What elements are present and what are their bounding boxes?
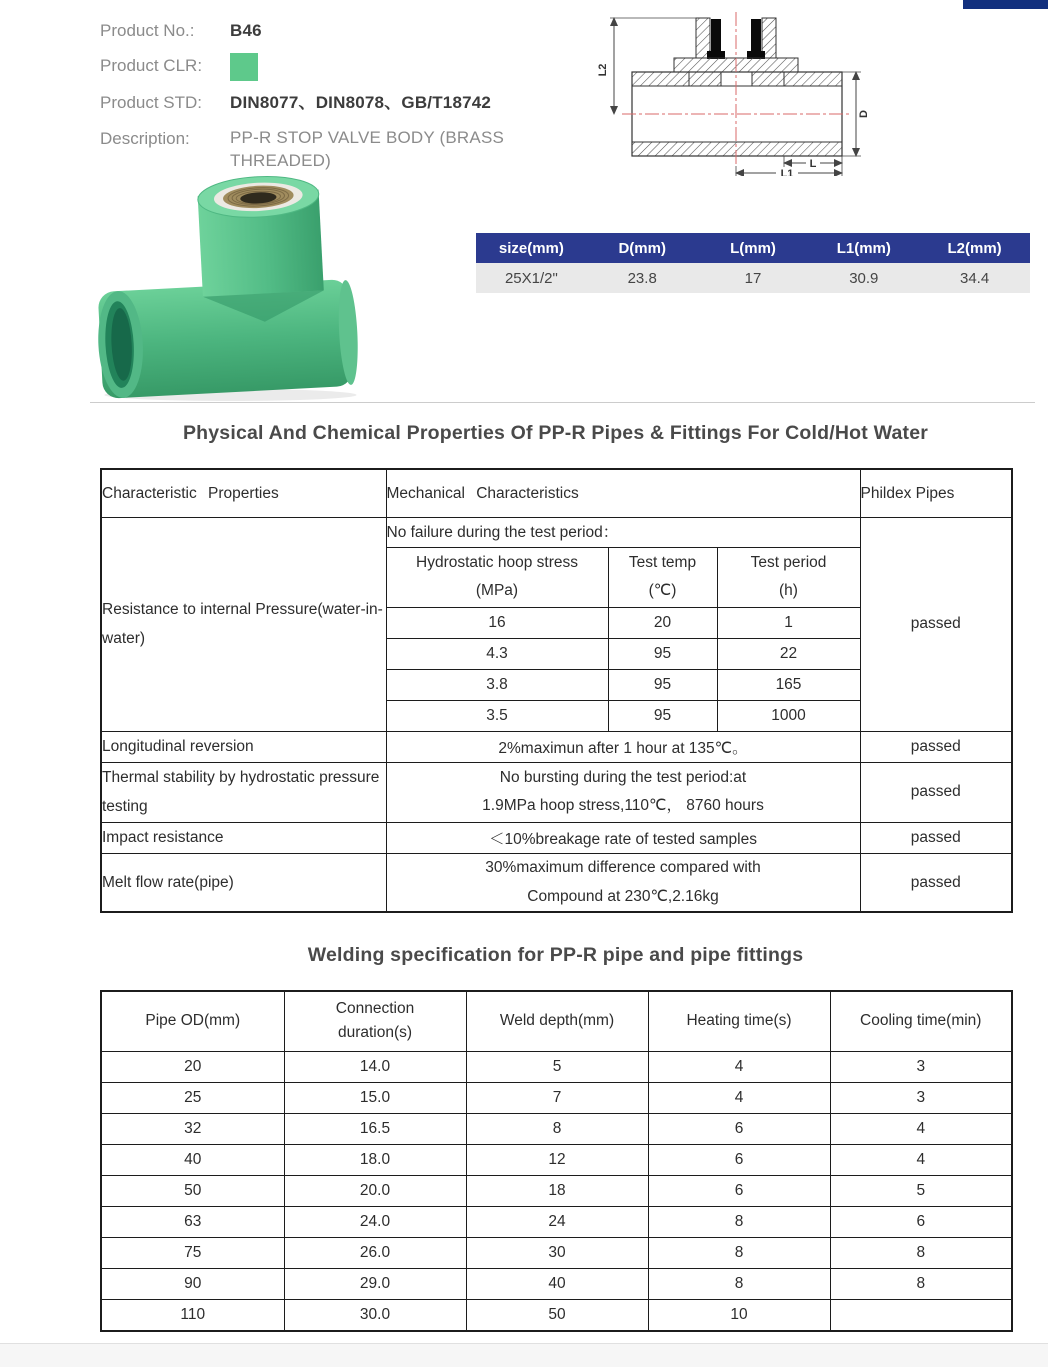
properties-section-title: Physical And Chemical Properties Of PP-R Pipes & Fittings For Cold/Hot Water (182, 422, 929, 444)
properties-table (100, 468, 1013, 913)
size-header-cell: L1(mm) (808, 233, 919, 263)
property-row (101, 853, 1012, 912)
welding-cell: 12 (466, 1144, 648, 1175)
size-value-cell: 34.4 (919, 263, 1030, 293)
property-text-cell (386, 853, 860, 912)
data-cell: 95 (608, 700, 717, 731)
welding-cell: 7 (466, 1082, 648, 1113)
welding-row (101, 1051, 1012, 1082)
property-result-cell: passed (860, 853, 1012, 912)
welding-cell: 10 (648, 1299, 830, 1331)
subheader-hoop-stress (386, 547, 608, 607)
size-value-cell: 25X1/2" (476, 263, 587, 293)
property-label-cell: Longitudinal reversion (101, 731, 386, 762)
welding-row (101, 1206, 1012, 1237)
welding-header-cell (101, 991, 284, 1051)
data-cell: 1 (717, 607, 860, 638)
welding-cell: 4 (830, 1113, 1012, 1144)
subheader-name: Hydrostatic hoop stress (416, 553, 578, 571)
welding-header-text: Connection duration(s) (335, 1000, 415, 1042)
product-no-value: B46 (230, 21, 262, 40)
data-cell: 16 (386, 607, 608, 638)
welding-cell: 50 (466, 1299, 648, 1331)
welding-row (101, 1268, 1012, 1299)
property-result-cell: passed (860, 731, 1012, 762)
welding-cell: 8 (466, 1113, 648, 1144)
resistance-result-cell: passed (860, 517, 1012, 731)
welding-header-cell (830, 991, 1012, 1051)
welding-cell: 18.0 (284, 1144, 466, 1175)
dim-label-l: L (809, 158, 817, 170)
welding-table (100, 990, 1013, 1332)
data-cell: 4.3 (386, 638, 608, 669)
welding-cell: 3 (830, 1051, 1012, 1082)
welding-cell: 110 (101, 1299, 284, 1331)
welding-cell: 30 (466, 1237, 648, 1268)
data-cell: 95 (608, 669, 717, 700)
subheader-name: Test period (750, 553, 827, 571)
product-desc-value: PP-R STOP VALVE BODY (BRASS THREADED) (230, 127, 505, 171)
size-value-cell: 17 (698, 263, 809, 293)
welding-header-cell (466, 991, 648, 1051)
subheader-unit: (℃) (648, 582, 677, 600)
data-cell: 20 (608, 607, 717, 638)
welding-cell: 29.0 (284, 1268, 466, 1299)
welding-cell: 90 (101, 1268, 284, 1299)
welding-cell: 63 (101, 1206, 284, 1237)
welding-cell: 5 (830, 1175, 1012, 1206)
subheader-test-period (717, 547, 860, 607)
welding-header-cell (648, 991, 830, 1051)
property-text-line: No bursting during the test period:at (499, 768, 747, 786)
welding-header-text: Heating time(s) (686, 1012, 792, 1030)
dim-label-l1: L1 (780, 168, 794, 176)
welding-row (101, 1113, 1012, 1144)
corner-accent-bar (963, 0, 1048, 9)
size-value-cell: 23.8 (587, 263, 698, 293)
welding-cell: 8 (648, 1268, 830, 1299)
size-header-cell: L2(mm) (919, 233, 1030, 263)
welding-header-text: Cooling time(min) (860, 1012, 982, 1030)
property-text-line: 1.9MPa hoop stress,110℃， 8760 hours (482, 797, 764, 815)
property-text-line: 30%maximum difference compared with (485, 858, 761, 876)
welding-cell: 24.0 (284, 1206, 466, 1237)
welding-cell: 16.5 (284, 1113, 466, 1144)
welding-cell: 30.0 (284, 1299, 466, 1331)
property-result-cell: passed (860, 762, 1012, 822)
footer-band (0, 1343, 1048, 1367)
welding-cell: 20 (101, 1051, 284, 1082)
welding-cell: 14.0 (284, 1051, 466, 1082)
product-photo (94, 168, 382, 402)
welding-cell: 25 (101, 1082, 284, 1113)
property-row (101, 822, 1012, 853)
product-std-label: Product STD: (100, 93, 203, 113)
welding-cell: 8 (648, 1237, 830, 1268)
subheader-unit: (h) (779, 582, 798, 600)
product-desc-row (100, 126, 580, 174)
property-text-line: Compound at 230℃,2.16kg (527, 887, 719, 905)
welding-cell: 20.0 (284, 1175, 466, 1206)
resistance-label-cell: Resistance to internal Pressure(water-in-water) (101, 517, 386, 731)
welding-header-text: Pipe OD(mm) (145, 1012, 241, 1030)
product-std-value: DIN8077、DIN8078、GB/T18742 (230, 93, 492, 113)
col-header-phildex: Phildex Pipes (860, 469, 1012, 517)
property-row (101, 731, 1012, 762)
welding-cell: 40 (466, 1268, 648, 1299)
thread-insert-right (751, 19, 761, 53)
welding-cell: 5 (466, 1051, 648, 1082)
welding-cell: 4 (648, 1082, 830, 1113)
welding-cell: 6 (830, 1206, 1012, 1237)
color-swatch (230, 53, 258, 81)
product-info-block (100, 18, 580, 182)
welding-cell: 24 (466, 1206, 648, 1237)
welding-header-row (101, 991, 1012, 1051)
product-no-label: Product No.: (100, 21, 195, 40)
subheader-name: Test temp (628, 553, 697, 571)
col-header-characteristic: Characteristic Properties (101, 469, 386, 517)
property-label-cell: Thermal stability by hydrostatic pressure testing (101, 762, 386, 822)
welding-section-title: Welding specification for PP-R pipe and pipe fittings (307, 944, 804, 966)
welding-cell: 6 (648, 1113, 830, 1144)
welding-row (101, 1175, 1012, 1206)
welding-header-text: Weld depth(mm) (499, 1012, 615, 1030)
welding-cell: 8 (648, 1206, 830, 1237)
size-header-cell: D(mm) (587, 233, 698, 263)
welding-cell: 6 (648, 1144, 830, 1175)
welding-cell: 18 (466, 1175, 648, 1206)
data-cell: 1000 (717, 700, 860, 731)
technical-drawing (583, 6, 890, 176)
welding-cell: 50 (101, 1175, 284, 1206)
welding-cell: 4 (830, 1144, 1012, 1175)
welding-cell (830, 1299, 1012, 1331)
welding-row (101, 1144, 1012, 1175)
subheader-unit: (MPa) (475, 582, 519, 600)
welding-row (101, 1299, 1012, 1331)
no-failure-cell: No failure during the test period： (386, 517, 860, 547)
product-clr-row (100, 53, 580, 81)
thread-insert-left (711, 19, 721, 53)
no-failure-row (101, 517, 1012, 547)
data-cell: 3.8 (386, 669, 608, 700)
welding-cell: 8 (830, 1268, 1012, 1299)
data-cell: 95 (608, 638, 717, 669)
product-std-row (100, 90, 580, 116)
size-header-cell: L(mm) (698, 233, 809, 263)
property-label-cell: Melt flow rate(pipe) (101, 853, 386, 912)
welding-cell: 32 (101, 1113, 284, 1144)
col-header-mechanical: Mechanical Characteristics (386, 469, 860, 517)
size-value-cell: 30.9 (808, 263, 919, 293)
product-no-row (100, 18, 580, 44)
properties-header-row (101, 469, 1012, 517)
property-row (101, 762, 1012, 822)
data-cell: 22 (717, 638, 860, 669)
property-label-cell: Impact resistance (101, 822, 386, 853)
dim-label-d: D (858, 110, 870, 118)
product-desc-label: Description: (100, 128, 190, 148)
welding-cell: 3 (830, 1082, 1012, 1113)
data-cell: 165 (717, 669, 860, 700)
welding-cell: 6 (648, 1175, 830, 1206)
property-text-cell (386, 762, 860, 822)
welding-cell: 8 (830, 1237, 1012, 1268)
section-divider (90, 402, 1035, 403)
property-text-cell: ＜10%breakage rate of tested samples (386, 822, 860, 853)
welding-cell: 26.0 (284, 1237, 466, 1268)
product-clr-label: Product CLR: (100, 56, 203, 76)
dim-label-l2: L2 (597, 63, 609, 77)
size-table (476, 233, 1030, 293)
welding-cell: 15.0 (284, 1082, 466, 1113)
property-text-cell: 2%maximun after 1 hour at 135℃。 (386, 731, 860, 762)
property-result-cell: passed (860, 822, 1012, 853)
welding-cell: 40 (101, 1144, 284, 1175)
welding-row (101, 1237, 1012, 1268)
welding-cell: 75 (101, 1237, 284, 1268)
subheader-test-temp (608, 547, 717, 607)
welding-header-cell (284, 991, 466, 1051)
data-cell: 3.5 (386, 700, 608, 731)
size-header-cell: size(mm) (476, 233, 587, 263)
welding-cell: 4 (648, 1051, 830, 1082)
welding-row (101, 1082, 1012, 1113)
